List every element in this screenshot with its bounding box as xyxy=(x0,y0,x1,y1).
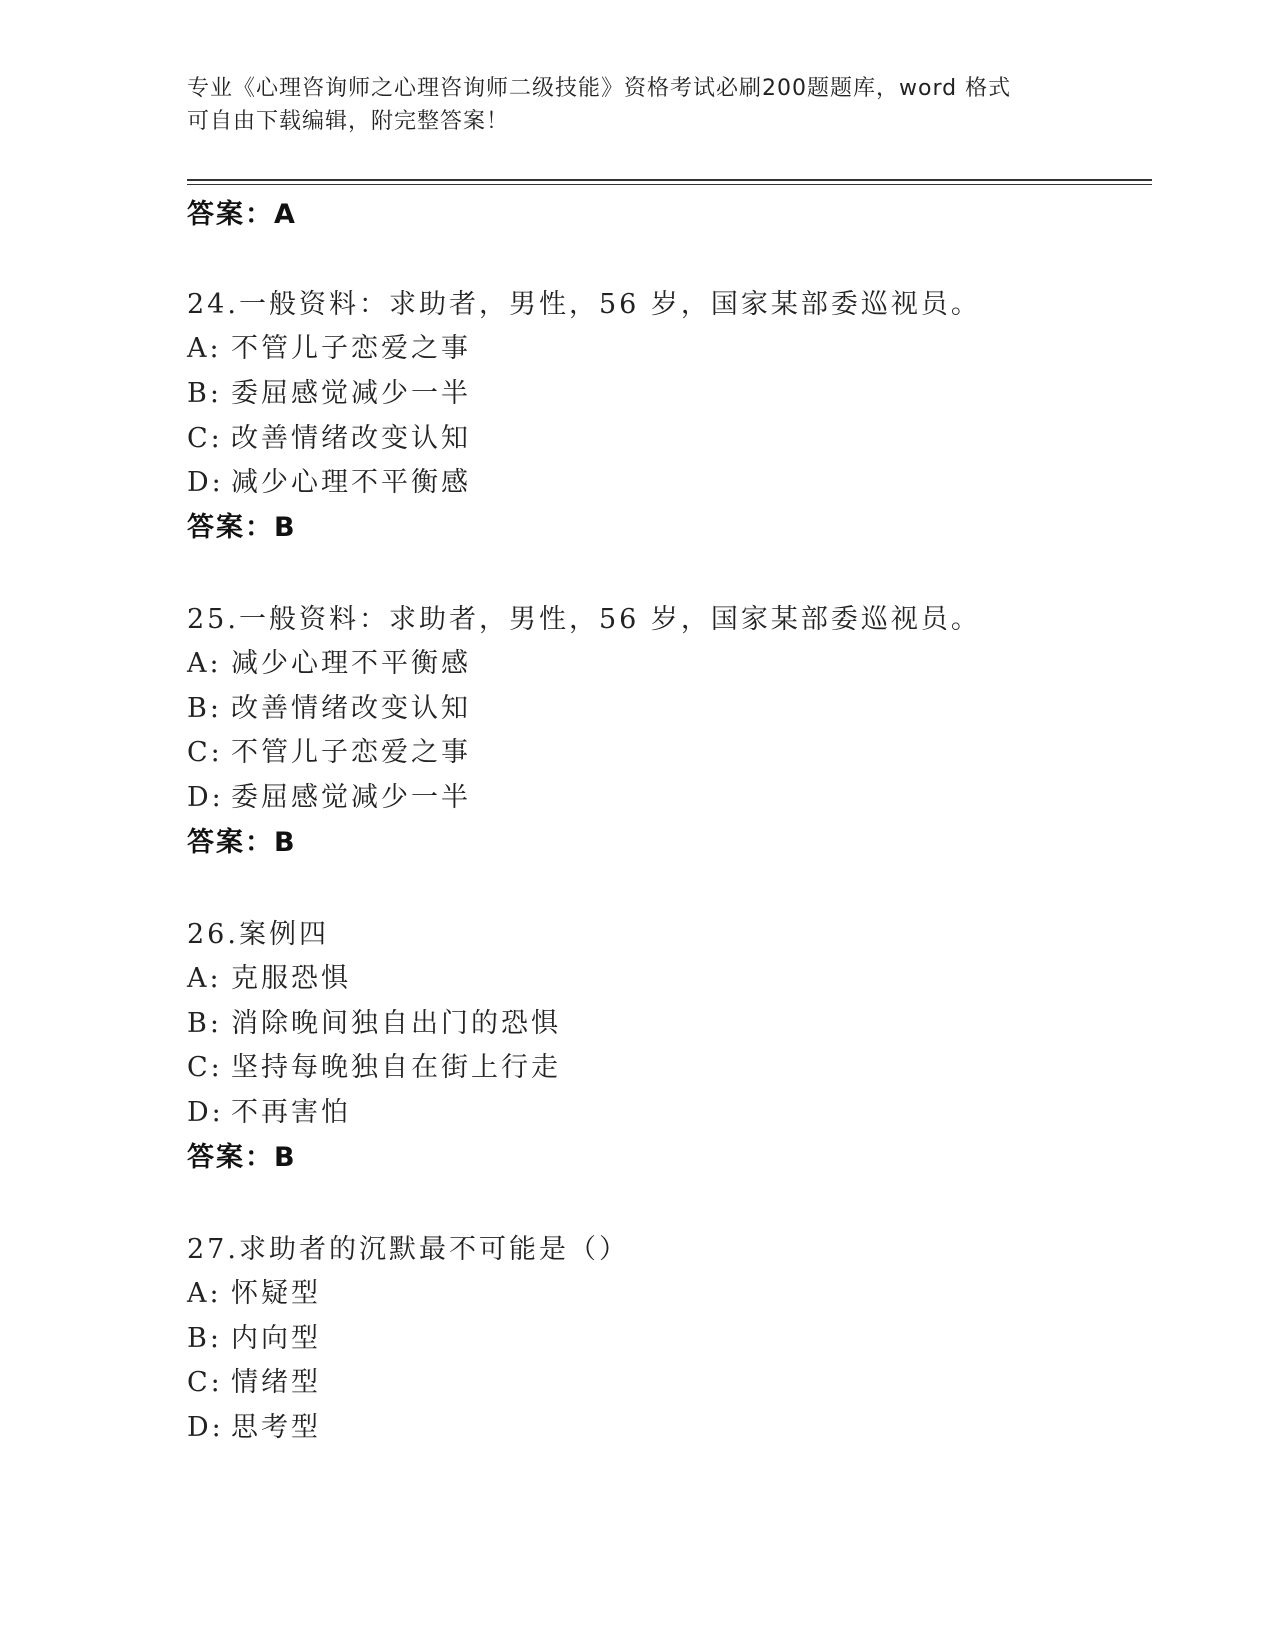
question-26-option-a xyxy=(187,956,351,995)
option-text: 情绪型 xyxy=(231,1367,321,1398)
question-25-option-b xyxy=(187,686,471,725)
option-text: 减少心理不平衡感 xyxy=(231,648,471,679)
option-letter: A: xyxy=(187,333,222,364)
question-27-stem: 27.求助者的沉默最不可能是（） xyxy=(187,1234,629,1265)
header-divider-thin xyxy=(187,184,1152,185)
option-text: 改善情绪改变认知 xyxy=(231,693,471,724)
option-letter: B: xyxy=(187,693,222,724)
option-text: 委屈感觉减少一半 xyxy=(231,782,471,813)
option-letter: D: xyxy=(187,782,224,813)
option-letter: A: xyxy=(187,648,222,679)
question-24-option-b xyxy=(187,371,471,410)
option-letter: D: xyxy=(187,467,224,498)
option-letter: C: xyxy=(187,737,223,768)
option-letter: D: xyxy=(187,1097,224,1128)
option-text: 克服恐惧 xyxy=(231,963,351,994)
question-25-option-c xyxy=(187,730,471,769)
question-24-option-c xyxy=(187,416,471,455)
option-text: 思考型 xyxy=(231,1412,321,1443)
question-27-option-d xyxy=(187,1405,321,1444)
option-letter: A: xyxy=(187,963,222,994)
question-26-answer: 答案：B xyxy=(187,1142,297,1173)
option-letter: B: xyxy=(187,378,222,409)
question-25-option-d xyxy=(187,775,471,814)
question-27-option-a xyxy=(187,1271,321,1310)
option-letter: C: xyxy=(187,423,223,454)
option-letter: C: xyxy=(187,1367,223,1398)
option-letter: B: xyxy=(187,1323,222,1354)
question-25-option-a xyxy=(187,641,471,680)
option-text: 不管儿子恋爱之事 xyxy=(231,737,471,768)
option-text: 消除晚间独自出门的恐惧 xyxy=(231,1008,561,1039)
header-line-1: 专业《心理咨询师之心理咨询师二级技能》资格考试必刷200题题库，word 格式 xyxy=(187,76,1012,101)
option-text: 减少心理不平衡感 xyxy=(231,467,471,498)
option-text: 不管儿子恋爱之事 xyxy=(231,333,471,364)
option-text: 怀疑型 xyxy=(231,1278,321,1309)
question-24-option-a xyxy=(187,326,471,365)
option-text: 委屈感觉减少一半 xyxy=(231,378,471,409)
question-24-answer: 答案：B xyxy=(187,512,297,543)
option-letter: B: xyxy=(187,1008,222,1039)
option-text: 坚持每晚独自在街上行走 xyxy=(231,1052,561,1083)
question-24-option-d xyxy=(187,460,471,499)
header-line-2: 可自由下载编辑，附完整答案！ xyxy=(187,109,510,134)
question-25-stem: 25.一般资料：求助者，男性，56 岁，国家某部委巡视员。 xyxy=(187,604,981,635)
option-letter: D: xyxy=(187,1412,224,1443)
option-letter: C: xyxy=(187,1052,223,1083)
previous-answer: 答案：A xyxy=(187,199,297,230)
question-24-stem: 24.一般资料：求助者，男性，56 岁，国家某部委巡视员。 xyxy=(187,289,981,320)
question-26-option-b xyxy=(187,1001,561,1040)
question-26-stem: 26.案例四 xyxy=(187,919,329,950)
question-27-option-b xyxy=(187,1316,321,1355)
question-26-option-c xyxy=(187,1045,561,1084)
header-divider-thick xyxy=(187,179,1152,181)
option-letter: A: xyxy=(187,1278,222,1309)
question-25-answer: 答案：B xyxy=(187,827,297,858)
document-header xyxy=(187,72,1087,138)
question-27-option-c xyxy=(187,1360,321,1399)
option-text: 内向型 xyxy=(231,1323,321,1354)
option-text: 不再害怕 xyxy=(231,1097,351,1128)
question-26-option-d xyxy=(187,1090,351,1129)
option-text: 改善情绪改变认知 xyxy=(231,423,471,454)
